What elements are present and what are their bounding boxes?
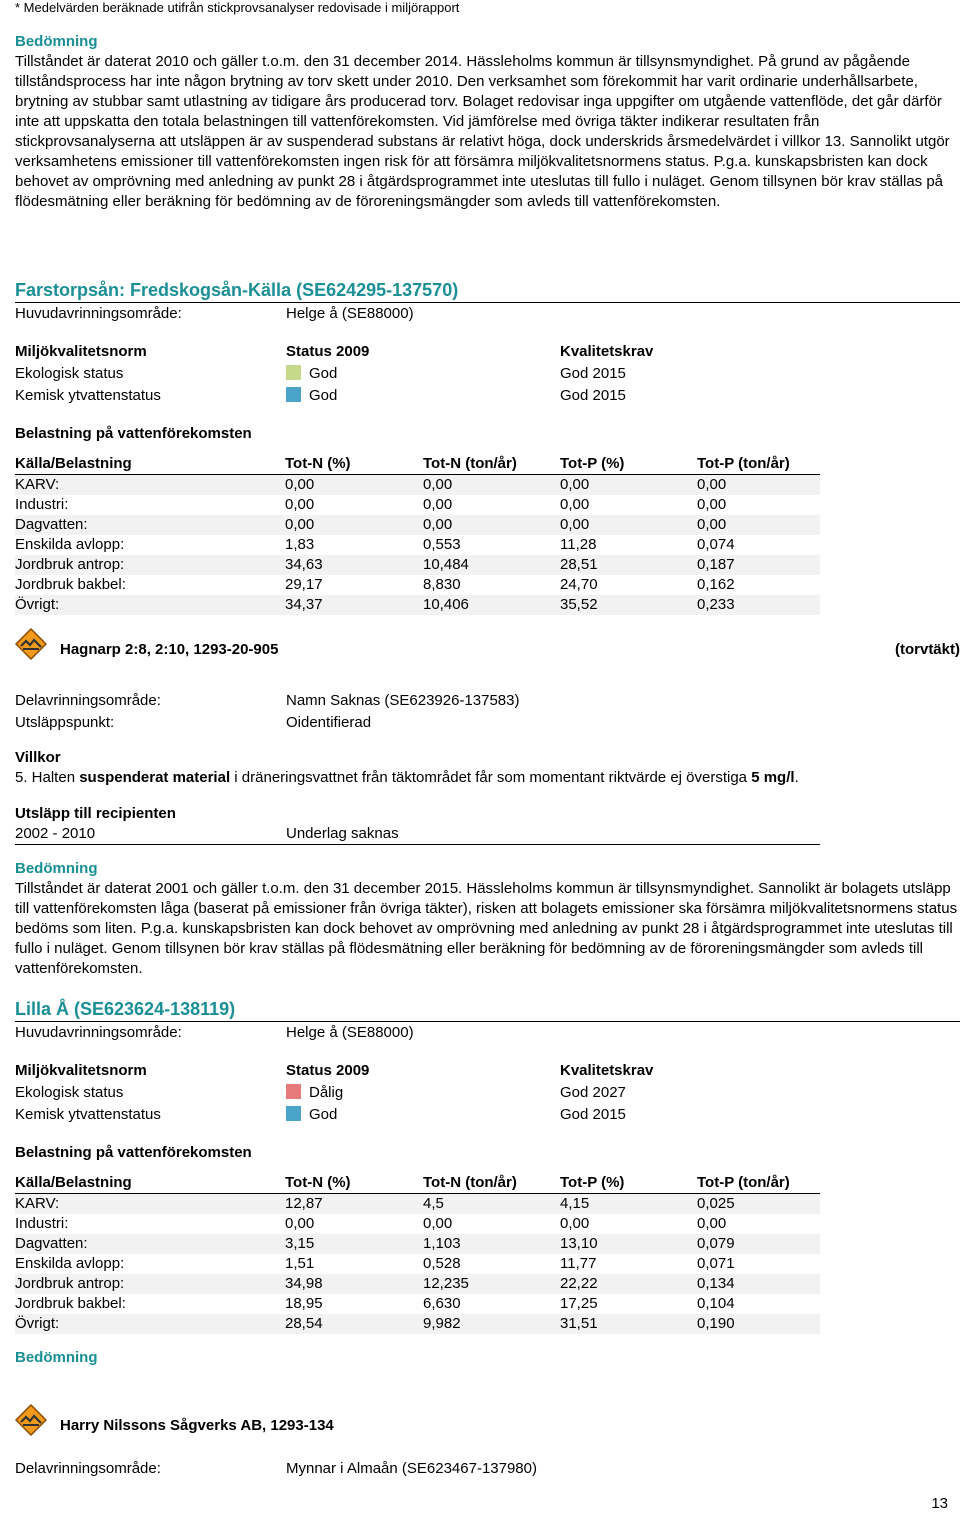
table-header-cell: Tot-N (ton/år)	[423, 1172, 560, 1194]
table-cell: 24,70	[560, 576, 598, 593]
table-cell: 0,104	[697, 1295, 735, 1312]
table-cell: 0,00	[560, 496, 590, 513]
table-header-cell: Tot-P (%)	[560, 1172, 697, 1194]
table-row	[15, 1294, 820, 1314]
main-basin-label: Huvudavrinningsområde:	[15, 1024, 182, 1041]
table-cell: 0,00	[285, 1215, 315, 1232]
status-swatch-icon	[286, 1106, 301, 1121]
chem-req: God 2015	[560, 387, 626, 404]
table-cell: 28,54	[285, 1314, 423, 1334]
emissions-row	[15, 824, 820, 845]
table-cell: 1,83	[285, 536, 315, 553]
table-cell: 1,103	[423, 1234, 560, 1254]
main-basin-row	[15, 303, 960, 325]
table-row	[15, 555, 820, 575]
waterbody-1	[15, 279, 960, 615]
table-row	[15, 1194, 820, 1215]
table-cell: 9,982	[423, 1314, 560, 1334]
table-cell: 0,00	[423, 496, 453, 513]
sub-basin-row	[15, 690, 960, 712]
table-header-cell: Tot-P (ton/år)	[697, 453, 820, 475]
main-basin-label: Huvudavrinningsområde:	[15, 305, 182, 322]
emissions-period: 2002 - 2010	[15, 825, 96, 842]
table-cell: 0,00	[285, 475, 423, 496]
load-heading: Belastning på vattenförekomsten	[15, 1144, 252, 1161]
table-cell: 0,528	[423, 1255, 461, 1272]
table-header-cell: Tot-P (ton/år)	[697, 1172, 820, 1194]
eco-label: Ekologisk status	[15, 1084, 124, 1101]
table-row	[15, 1234, 820, 1254]
table-row	[15, 515, 820, 535]
main-basin-value: Helge å (SE88000)	[286, 1024, 414, 1041]
sub-basin-value: Namn Saknas (SE623926-137583)	[286, 692, 520, 709]
site-2	[15, 1404, 960, 1480]
emissions-heading: Utsläpp till recipienten	[15, 805, 176, 822]
table-cell: 13,10	[560, 1234, 697, 1254]
table-cell: 0,187	[697, 555, 820, 575]
table-cell: Övrigt:	[15, 595, 285, 615]
table-row	[15, 475, 820, 496]
waterbody-title: Farstorpsån: Fredskogsån-Källa (SE624295-137570)	[15, 279, 960, 303]
table-cell: Dagvatten:	[15, 1234, 285, 1254]
load-table	[15, 1172, 820, 1334]
quality-header: Kvalitetskrav	[560, 343, 654, 360]
table-header-cell: Källa/Belastning	[15, 1172, 285, 1194]
table-cell: 0,00	[423, 1215, 453, 1232]
site-header	[15, 638, 960, 662]
load-table	[15, 453, 820, 615]
table-row	[15, 535, 820, 555]
table-header-cell: Tot-P (%)	[560, 453, 697, 475]
table-cell: 34,63	[285, 555, 423, 575]
page-number: 13	[931, 1495, 948, 1512]
table-cell: 0,134	[697, 1274, 820, 1294]
table-cell: 4,5	[423, 1194, 560, 1215]
waterbody-title: Lilla Å (SE623624-138119)	[15, 998, 960, 1022]
eco-status: Dålig	[286, 1082, 343, 1104]
site-header	[15, 1414, 960, 1438]
chem-label: Kemisk ytvattenstatus	[15, 1106, 161, 1123]
table-cell: 0,00	[560, 475, 697, 496]
site-name: Harry Nilssons Sågverks AB, 1293-134	[60, 1417, 334, 1434]
table-cell: 10,484	[423, 555, 560, 575]
status-header: Status 2009	[286, 1062, 370, 1079]
table-cell: 8,830	[423, 576, 461, 593]
table-cell: 3,15	[285, 1234, 423, 1254]
status-header: Status 2009	[286, 343, 370, 360]
waterbody-2	[15, 998, 960, 1368]
table-cell: 34,37	[285, 595, 423, 615]
table-row	[15, 1214, 820, 1234]
table-row	[15, 595, 820, 615]
table-cell: 10,406	[423, 595, 560, 615]
table-cell: 6,630	[423, 1295, 461, 1312]
table-cell: 0,162	[697, 576, 735, 593]
chem-status: God	[286, 1104, 337, 1126]
table-cell: 31,51	[560, 1314, 697, 1334]
table-cell: KARV:	[15, 475, 285, 496]
table-cell: 22,22	[560, 1274, 697, 1294]
main-basin-value: Helge å (SE88000)	[286, 305, 414, 322]
table-cell: Jordbruk bakbel:	[15, 576, 126, 593]
table-cell: 28,51	[560, 555, 697, 575]
table-header-cell: Tot-N (ton/år)	[423, 453, 560, 475]
table-cell: 29,17	[285, 576, 323, 593]
table-row	[15, 575, 820, 595]
main-basin-row	[15, 1022, 960, 1044]
table-cell: 0,00	[285, 515, 423, 535]
table-cell: Industri:	[15, 1215, 69, 1232]
table-cell: 0,079	[697, 1234, 820, 1254]
discharge-label: Utsläppspunkt:	[15, 714, 115, 731]
table-header-cell: Tot-N (%)	[285, 453, 423, 475]
eco-status-row	[15, 363, 960, 385]
table-cell: Övrigt:	[15, 1314, 285, 1334]
table-cell: 34,98	[285, 1274, 423, 1294]
chem-label: Kemisk ytvattenstatus	[15, 387, 161, 404]
assessment-heading: Bedömning	[15, 1349, 98, 1366]
table-cell: 18,95	[285, 1295, 323, 1312]
table-row	[15, 495, 820, 515]
emissions-note: Underlag saknas	[286, 825, 399, 842]
table-cell: 0,00	[423, 515, 560, 535]
assessment-text: Tillståndet är daterat 2010 och gäller t.o.m. den 31 december 2014. Hässleholms kommun är tillsynsmyndighet. På grund av pågående tillståndsprocess har inte någon brytning av torv skett under 2010. Den verksamhet som förekommit har varit ordinarie underhållsarbete, brytning av stubbar samt utlastning av tidigare års producerad torv. Bolaget redovisar inga uppgifter om utgående vattenflöde, det går därför inte att uppskatta den totala belastningen till vattenförekomsten. Vid jämförelse med övriga täkter indikerar resultaten från stickprovsanalyserna att utsläppen är av suspenderad substans är relativt höga, dock underskrids årsmedelvärdet i villkor 13. Sannolikt utgör verksamhetens emissioner till vattenförekomsten ingen risk för att försämra miljökvalitetsnormens status. P.g.a. kunskapsbristen kan dock behovet av omprövning med anledning av punkt 28 i åtgärdsprogrammet inte uteslutas till fullo i nuläget. Genom tillsynen bör krav ställas på flödesmätning eller beräkning för bedömning av de föroreningsmängder som avleds till vattenförekomsten.	[15, 53, 950, 210]
eco-label: Ekologisk status	[15, 365, 124, 382]
top-assessment	[15, 32, 960, 212]
conditions-heading: Villkor	[15, 749, 61, 766]
load-heading: Belastning på vattenförekomsten	[15, 425, 252, 442]
eco-status: God	[286, 363, 337, 385]
norm-header-row	[15, 341, 960, 363]
table-cell: 35,52	[560, 595, 697, 615]
eco-req: God 2015	[560, 365, 626, 382]
norm-header-row	[15, 1060, 960, 1082]
table-cell: 12,235	[423, 1274, 560, 1294]
norm-header: Miljökvalitetsnorm	[15, 343, 147, 360]
site-1	[15, 628, 960, 979]
site-assessment-heading: Bedömning	[15, 860, 98, 877]
eco-status-row	[15, 1082, 960, 1104]
table-cell: Industri:	[15, 496, 69, 513]
discharge-row	[15, 712, 960, 734]
table-header-row	[15, 1172, 820, 1194]
table-cell: 0,071	[697, 1255, 735, 1272]
chem-status: God	[286, 385, 337, 407]
table-cell: 0,233	[697, 595, 820, 615]
table-cell: 1,51	[285, 1255, 315, 1272]
table-cell: 0,00	[697, 1215, 727, 1232]
status-swatch-icon	[286, 365, 301, 380]
table-cell: 11,28	[560, 536, 597, 553]
site-type: (torvtäkt)	[894, 641, 960, 658]
table-cell: 0,074	[697, 536, 735, 553]
table-header-cell: Tot-N (%)	[285, 1172, 423, 1194]
site-name: Hagnarp 2:8, 2:10, 1293-20-905	[60, 641, 279, 658]
status-swatch-icon	[286, 1084, 301, 1099]
table-row	[15, 1314, 820, 1334]
table-row	[15, 1274, 820, 1294]
table-cell: 0,00	[560, 515, 697, 535]
table-header-cell: Källa/Belastning	[15, 453, 285, 475]
table-cell: 0,00	[697, 475, 820, 496]
table-cell: Jordbruk antrop:	[15, 1274, 285, 1294]
condition-text: 5. Halten suspenderat material i dräneringsvattnet från täktområdet får som momentant riktvärde ej överstiga 5 mg/l.	[15, 769, 799, 786]
norm-header: Miljökvalitetsnorm	[15, 1062, 147, 1079]
table-cell: Dagvatten:	[15, 515, 285, 535]
table-cell: Enskilda avlopp:	[15, 1255, 125, 1272]
table-cell: KARV:	[15, 1194, 285, 1215]
table-cell: 0,00	[697, 496, 727, 513]
table-cell: 0,00	[560, 1215, 590, 1232]
sub-basin-label: Delavrinningsområde:	[15, 1460, 161, 1477]
table-cell: 11,77	[560, 1255, 597, 1272]
table-cell: Jordbruk antrop:	[15, 555, 285, 575]
table-cell: 0,00	[285, 496, 315, 513]
table-header-row	[15, 453, 820, 475]
assessment-heading: Bedömning	[15, 33, 98, 50]
table-cell: 4,15	[560, 1194, 697, 1215]
sub-basin-row	[15, 1458, 960, 1480]
status-swatch-icon	[286, 387, 301, 402]
discharge-value: Oidentifierad	[286, 714, 372, 731]
site-assessment-text: Tillståndet är daterat 2001 och gäller t.o.m. den 31 december 2015. Hässleholms kommun är tillsynsmyndighet. Sannolikt är bolagets utsläpp till vattenförekomsten låga (baserat på emissioner från övriga täkter), risken att bolagets emissioner ska försämra miljökvalitetsnormens status bedöms som liten. P.g.a. kunskapsbristen kan dock behovet av omprövning med anledning av punkt 28 i åtgärdsprogrammet inte uteslutas till fullo i nuläget. Genom tillsynen bör krav ställas på flödesmätning eller beräkning för bedömning av de föroreningsmängder som avleds till vattenförekomsten.	[15, 880, 958, 977]
chem-status-row	[15, 385, 960, 407]
sub-basin-label: Delavrinningsområde:	[15, 692, 161, 709]
table-cell: 0,00	[697, 515, 820, 535]
table-cell: 0,025	[697, 1194, 820, 1215]
quality-header: Kvalitetskrav	[560, 1062, 654, 1079]
table-row	[15, 1254, 820, 1274]
table-cell: 0,553	[423, 536, 461, 553]
table-cell: 0,190	[697, 1314, 820, 1334]
footnote: * Medelvärden beräknade utifrån stickprovsanalyser redovisade i miljörapport	[15, 0, 460, 15]
eco-req: God 2027	[560, 1084, 626, 1101]
table-cell: 0,00	[423, 475, 560, 496]
table-cell: Jordbruk bakbel:	[15, 1295, 126, 1312]
chem-status-row	[15, 1104, 960, 1126]
table-cell: Enskilda avlopp:	[15, 536, 125, 553]
table-cell: 12,87	[285, 1194, 423, 1215]
chem-req: God 2015	[560, 1106, 626, 1123]
sub-basin-value: Mynnar i Almaån (SE623467-137980)	[286, 1460, 537, 1477]
table-cell: 17,25	[560, 1295, 598, 1312]
